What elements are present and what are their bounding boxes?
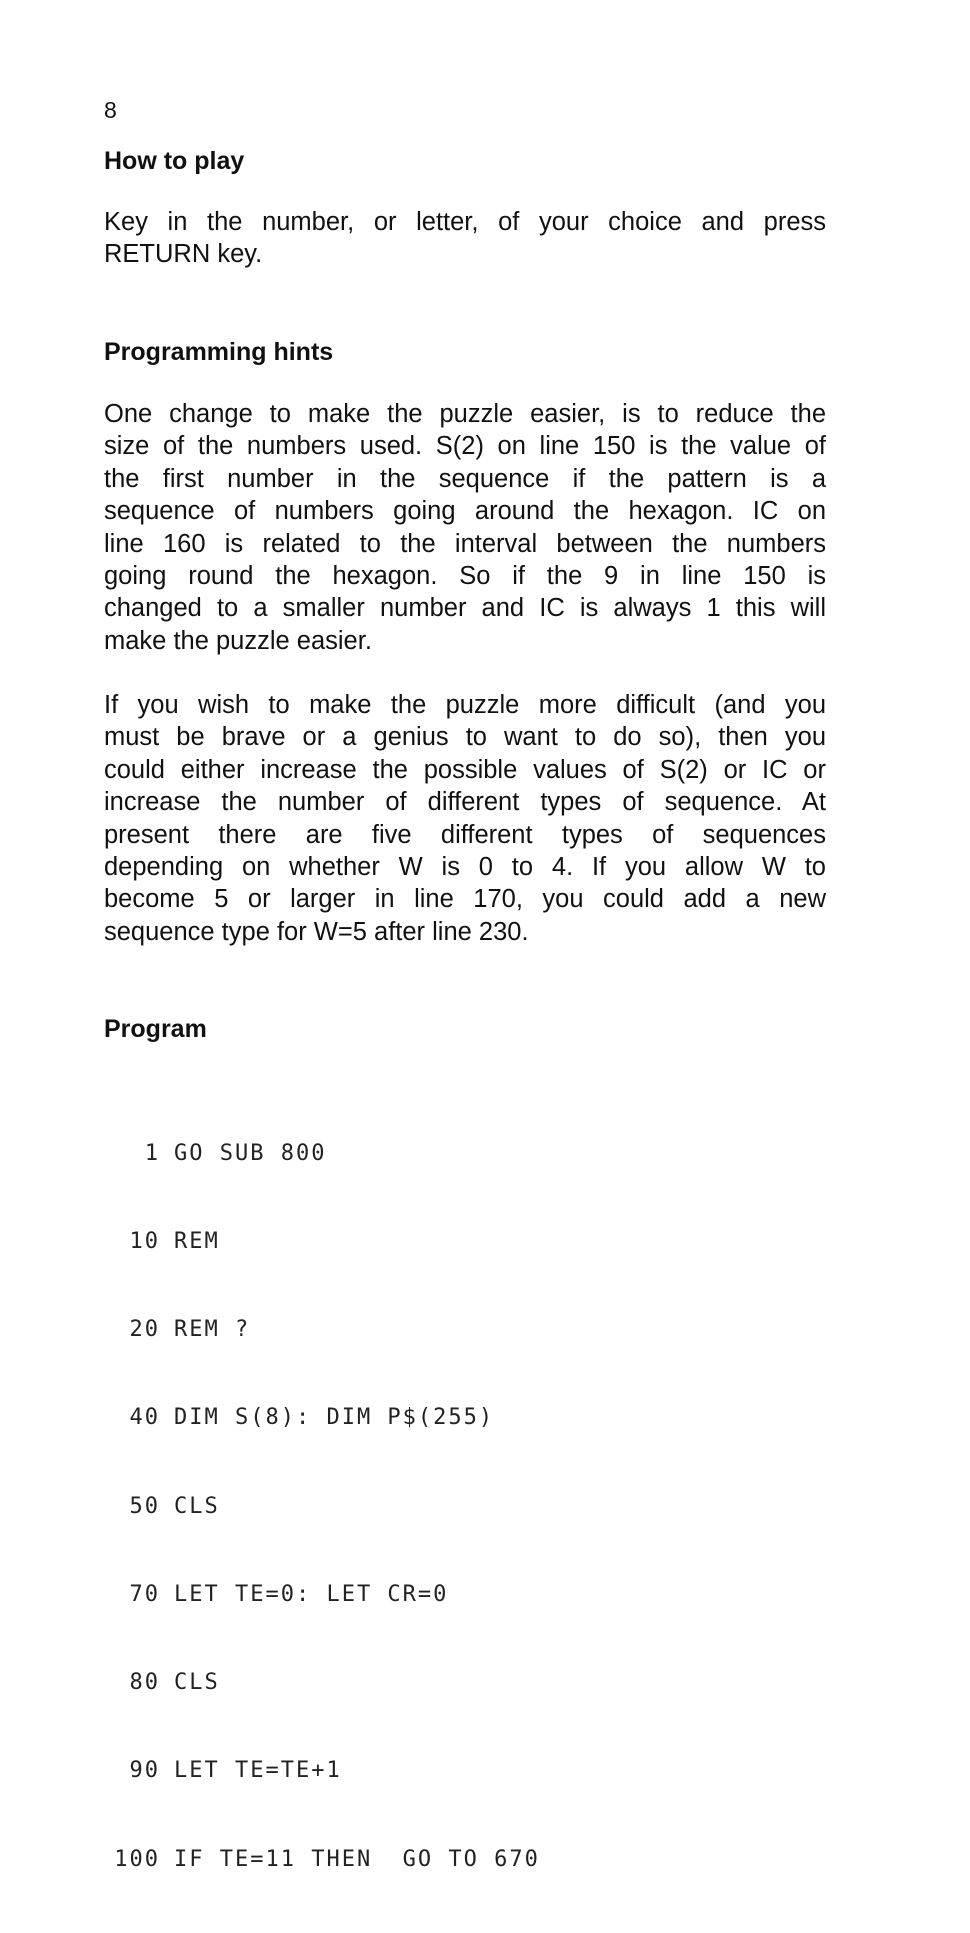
- line-number: 50: [129, 1493, 160, 1519]
- text-line: Key in the number, or letter, of your choice and press: [104, 208, 826, 236]
- text-line: make the puzzle easier.: [104, 626, 372, 655]
- text-line: If you wish to make the puzzle more difficult (and you: [104, 691, 826, 719]
- code-line: [104, 1845, 540, 1874]
- text-line: changed to a smaller number and IC is always 1 this will: [104, 594, 826, 623]
- line-number: 10: [129, 1229, 160, 1255]
- text-line: increase the number of different types of sequence. At: [104, 788, 826, 817]
- text-line: line 160 is related to the interval between the numbers: [104, 529, 826, 558]
- code-statement: LET TE=TE+1: [174, 1758, 342, 1784]
- page-number: 8: [104, 97, 117, 123]
- text-line: become 5 or larger in line 170, you could add a new: [104, 885, 826, 914]
- code-statement: LET TE=0: LET CR=0: [174, 1581, 449, 1607]
- code-line: [104, 1668, 540, 1697]
- program-listing: [104, 1080, 540, 1933]
- heading-how-to-play: How to play: [104, 147, 245, 175]
- text-line: sequence of numbers going around the hexagon. IC on: [104, 497, 826, 526]
- line-number: 80: [129, 1670, 160, 1696]
- code-line: [104, 1580, 540, 1609]
- code-line: [104, 1403, 540, 1432]
- code-statement: GO SUB 800: [174, 1140, 327, 1166]
- code-statement: REM: [174, 1229, 220, 1255]
- heading-program: Program: [104, 1015, 207, 1043]
- line-number: 100: [114, 1846, 160, 1872]
- code-statement: CLS: [174, 1670, 220, 1696]
- text-line: must be brave or a genius to want to do so), then you: [104, 723, 826, 752]
- line-number: 40: [129, 1405, 160, 1431]
- text-line: present there are five different types of sequences: [104, 820, 826, 849]
- code-line: [104, 1756, 540, 1785]
- line-number: 1: [144, 1140, 160, 1166]
- text-line: going round the hexagon. So if the 9 in line 150 is: [104, 562, 826, 591]
- code-line: [104, 1492, 540, 1521]
- code-line: [104, 1315, 540, 1344]
- code-statement: DIM S(8): DIM P$(255): [174, 1405, 495, 1431]
- programming-hints-paragraph-1: [104, 398, 826, 657]
- programming-hints-paragraph-2: [104, 689, 826, 948]
- heading-programming-hints: Programming hints: [104, 338, 334, 366]
- text-line: One change to make the puzzle easier, is to reduce the: [104, 400, 826, 428]
- code-statement: CLS: [174, 1493, 220, 1519]
- line-number: 70: [129, 1581, 160, 1607]
- line-number: 90: [129, 1758, 160, 1784]
- code-line: [104, 1139, 540, 1168]
- code-statement: IF TE=11 THEN GO TO 670: [174, 1846, 540, 1872]
- text-line: RETURN key.: [104, 240, 263, 269]
- code-line: [104, 1227, 540, 1256]
- line-number: 20: [129, 1317, 160, 1343]
- text-line: could either increase the possible values of S(2) or IC or: [104, 755, 826, 784]
- how-to-play-paragraph: [104, 206, 826, 271]
- text-line: sequence type for W=5 after line 230.: [104, 917, 529, 946]
- text-line: depending on whether W is 0 to 4. If you allow W to: [104, 853, 826, 882]
- text-line: size of the numbers used. S(2) on line 150 is the value of: [104, 432, 826, 461]
- code-statement: REM ?: [174, 1317, 251, 1343]
- text-line: the first number in the sequence if the pattern is a: [104, 464, 826, 493]
